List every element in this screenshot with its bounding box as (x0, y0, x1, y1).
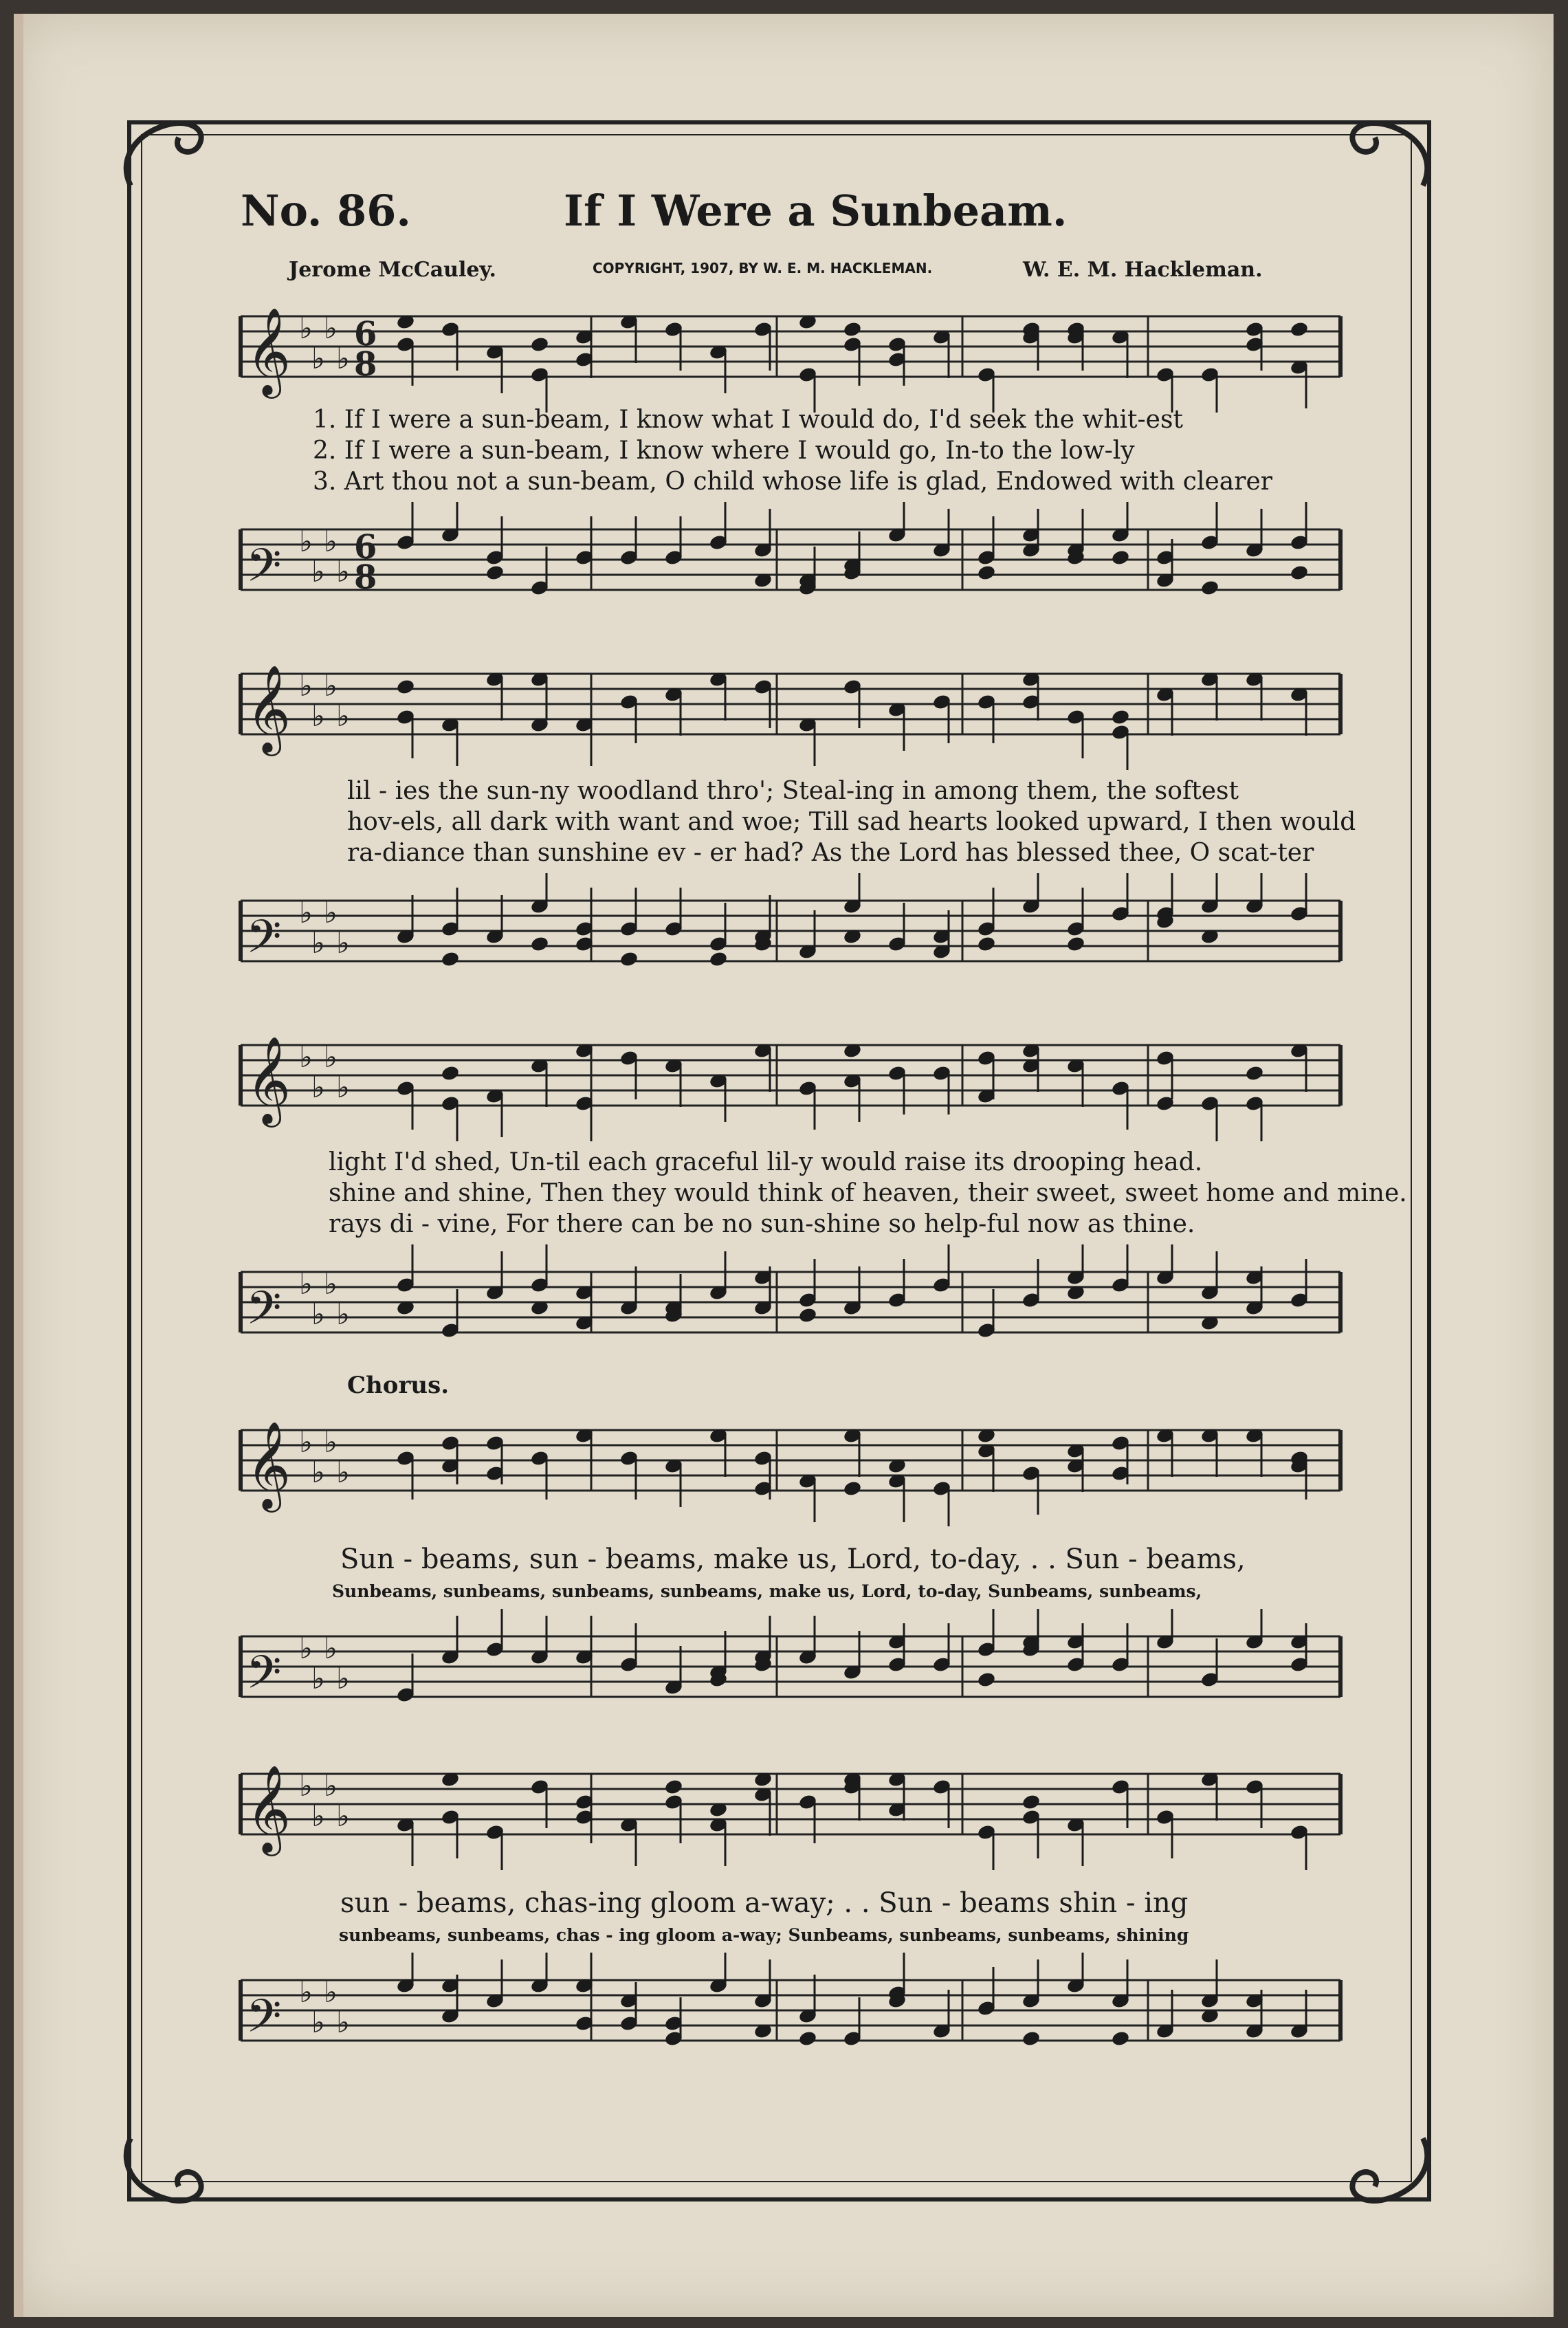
time-signature-top: 6 (354, 315, 377, 353)
corner-ornament-bottom-right (1340, 2118, 1444, 2221)
treble-staff-system-1 (234, 289, 1347, 413)
corner-ornament-bottom-left (110, 2118, 213, 2221)
note-head (977, 564, 997, 581)
flat-sign-icon: ♭ (299, 311, 313, 345)
flat-sign-icon: ♭ (299, 896, 313, 930)
note-head (396, 678, 416, 695)
chorus-echo-line-2: sunbeams, sunbeams, chas - ing gloom a-way; Sunbeams, sunbeams, sunbeams, shining (339, 1925, 1189, 1945)
author-credit: Jerome McCauley. (289, 258, 496, 282)
note-head (1111, 708, 1131, 725)
note-head (441, 1064, 461, 1081)
time-signature-bottom: 8 (354, 345, 377, 384)
note-head (485, 564, 505, 581)
bass-staff-system-1 (234, 502, 1347, 626)
flat-sign-icon: ♭ (311, 2006, 325, 2039)
chorus-line-1: Sun - beams, sun - beams, make us, Lord, to-day, . . Sun - beams, (340, 1544, 1246, 1575)
flat-sign-icon: ♭ (299, 1632, 313, 1665)
flat-sign-icon: ♭ (336, 926, 350, 960)
chorus-line-2: sun - beams, chas-ing gloom a-way; . . Sun - beams shin - ing (340, 1887, 1189, 1919)
verse-1-line-2: lil - ies the sun-ny woodland thro'; Steal-ing in among them, the softest (347, 777, 1239, 805)
note-head (709, 950, 729, 967)
flat-sign-icon: ♭ (324, 525, 338, 558)
flat-sign-icon: ♭ (311, 1799, 325, 1833)
treble-clef-icon: 𝄞 (246, 1035, 291, 1123)
flat-sign-icon: ♭ (336, 1070, 350, 1104)
hymn-number: No. 86. (241, 186, 411, 236)
flat-sign-icon: ♭ (299, 1040, 313, 1074)
bass-clef-icon: 𝄢 (246, 910, 282, 974)
flat-sign-icon: ♭ (336, 342, 350, 375)
corner-ornament-top-left (110, 103, 213, 206)
note-head (1290, 564, 1310, 581)
note-head (798, 2030, 818, 2047)
corner-ornament-top-right (1340, 103, 1444, 206)
copyright-notice: COPYRIGHT, 1907, BY W. E. M. HACKLEMAN. (593, 260, 933, 276)
flat-sign-icon: ♭ (336, 555, 350, 589)
verse-3-line-3: rays di - vine, For there can be no sun-shine so help-ful now as thine. (329, 1210, 1195, 1238)
treble-clef-icon: 𝄞 (246, 1764, 291, 1852)
note-head (843, 320, 863, 338)
flat-sign-icon: ♭ (311, 555, 325, 589)
verse-3-line-2: ra-diance than sunshine ev - er had? As the Lord has blessed thee, O scat-ter (347, 839, 1314, 867)
note-head (1111, 549, 1131, 566)
flat-sign-icon: ♭ (299, 1769, 313, 1803)
hymn-title: If I Were a Sunbeam. (564, 186, 1068, 236)
bass-staff-system-3 (234, 1244, 1347, 1368)
note-head (664, 1778, 684, 1795)
flat-sign-icon: ♭ (311, 1297, 325, 1331)
note-head (619, 950, 639, 967)
bass-clef-icon: 𝄢 (246, 1990, 282, 2054)
flat-sign-icon: ♭ (299, 1267, 313, 1301)
bass-clef-icon: 𝄢 (246, 539, 282, 603)
treble-staff-system-3 (234, 1018, 1347, 1141)
flat-sign-icon: ♭ (324, 1632, 338, 1665)
note-head (1200, 579, 1220, 596)
flat-sign-icon: ♭ (324, 1267, 338, 1301)
verse-2-line-2: hov-els, all dark with want and woe; Till sad hearts looked upward, I then would (347, 808, 1356, 836)
flat-sign-icon: ♭ (311, 1456, 325, 1489)
flat-sign-icon: ♭ (324, 896, 338, 930)
treble-staff-chorus-1 (234, 1403, 1347, 1526)
note-head (530, 935, 550, 952)
flat-sign-icon: ♭ (311, 1662, 325, 1695)
flat-sign-icon: ♭ (324, 1975, 338, 2009)
treble-staff-system-2 (234, 646, 1347, 770)
note-head (1111, 2030, 1131, 2047)
flat-sign-icon: ♭ (299, 669, 313, 703)
flat-sign-icon: ♭ (299, 1425, 313, 1459)
note-head (1245, 1064, 1265, 1081)
verse-2-line-3: shine and shine, Then they would think of heaven, their sweet, sweet home and mine. (329, 1179, 1407, 1207)
time-signature-bottom: 8 (354, 558, 377, 597)
verse-3-line-1: 3. Art thou not a sun-beam, O child whose life is glad, Endowed with clearer (313, 468, 1272, 496)
flat-sign-icon: ♭ (311, 926, 325, 960)
treble-clef-icon: 𝄞 (246, 1420, 291, 1508)
flat-sign-icon: ♭ (311, 1070, 325, 1104)
note-head (977, 935, 997, 952)
time-signature-top: 6 (354, 528, 377, 567)
flat-sign-icon: ♭ (324, 1769, 338, 1803)
note-head (977, 1671, 997, 1688)
verse-2-line-1: 2. If I were a sun-beam, I know where I would go, In-to the low-ly (313, 437, 1135, 465)
note-head (1022, 2030, 1041, 2047)
flat-sign-icon: ♭ (324, 1040, 338, 1074)
chorus-label: Chorus. (347, 1372, 450, 1399)
flat-sign-icon: ♭ (336, 1799, 350, 1833)
flat-sign-icon: ♭ (336, 1297, 350, 1331)
flat-sign-icon: ♭ (336, 699, 350, 733)
note-head (798, 1306, 818, 1324)
note-head (530, 336, 550, 353)
flat-sign-icon: ♭ (311, 699, 325, 733)
chorus-echo-line-1: Sunbeams, sunbeams, sunbeams, sunbeams, make us, Lord, to-day, Sunbeams, sunbeams, (332, 1581, 1202, 1601)
treble-clef-icon: 𝄞 (246, 664, 291, 752)
treble-staff-chorus-2 (234, 1746, 1347, 1870)
note-head (843, 1480, 863, 1497)
bass-clef-icon: 𝄢 (246, 1282, 282, 1346)
verse-1-line-1: 1. If I were a sun-beam, I know what I would do, I'd seek the whit-est (313, 406, 1183, 434)
treble-clef-icon: 𝄞 (246, 307, 291, 395)
note-head (1290, 320, 1310, 338)
bass-clef-icon: 𝄢 (246, 1646, 282, 1710)
note-head (1066, 935, 1086, 952)
bass-staff-chorus-1 (234, 1609, 1347, 1733)
page-binding-edge (14, 14, 23, 2317)
bass-staff-system-2 (234, 873, 1347, 997)
flat-sign-icon: ♭ (324, 311, 338, 345)
flat-sign-icon: ♭ (324, 669, 338, 703)
flat-sign-icon: ♭ (336, 1662, 350, 1695)
flat-sign-icon: ♭ (299, 1975, 313, 2009)
note-head (441, 950, 461, 967)
flat-sign-icon: ♭ (336, 1456, 350, 1489)
flat-sign-icon: ♭ (324, 1425, 338, 1459)
composer-credit: W. E. M. Hackleman. (1023, 258, 1263, 282)
bass-staff-chorus-2 (234, 1953, 1347, 2076)
flat-sign-icon: ♭ (299, 525, 313, 558)
note-head (1022, 1793, 1041, 1810)
verse-1-line-3: light I'd shed, Un-til each graceful lil-y would raise its drooping head. (329, 1148, 1203, 1176)
flat-sign-icon: ♭ (336, 2006, 350, 2039)
flat-sign-icon: ♭ (311, 342, 325, 375)
